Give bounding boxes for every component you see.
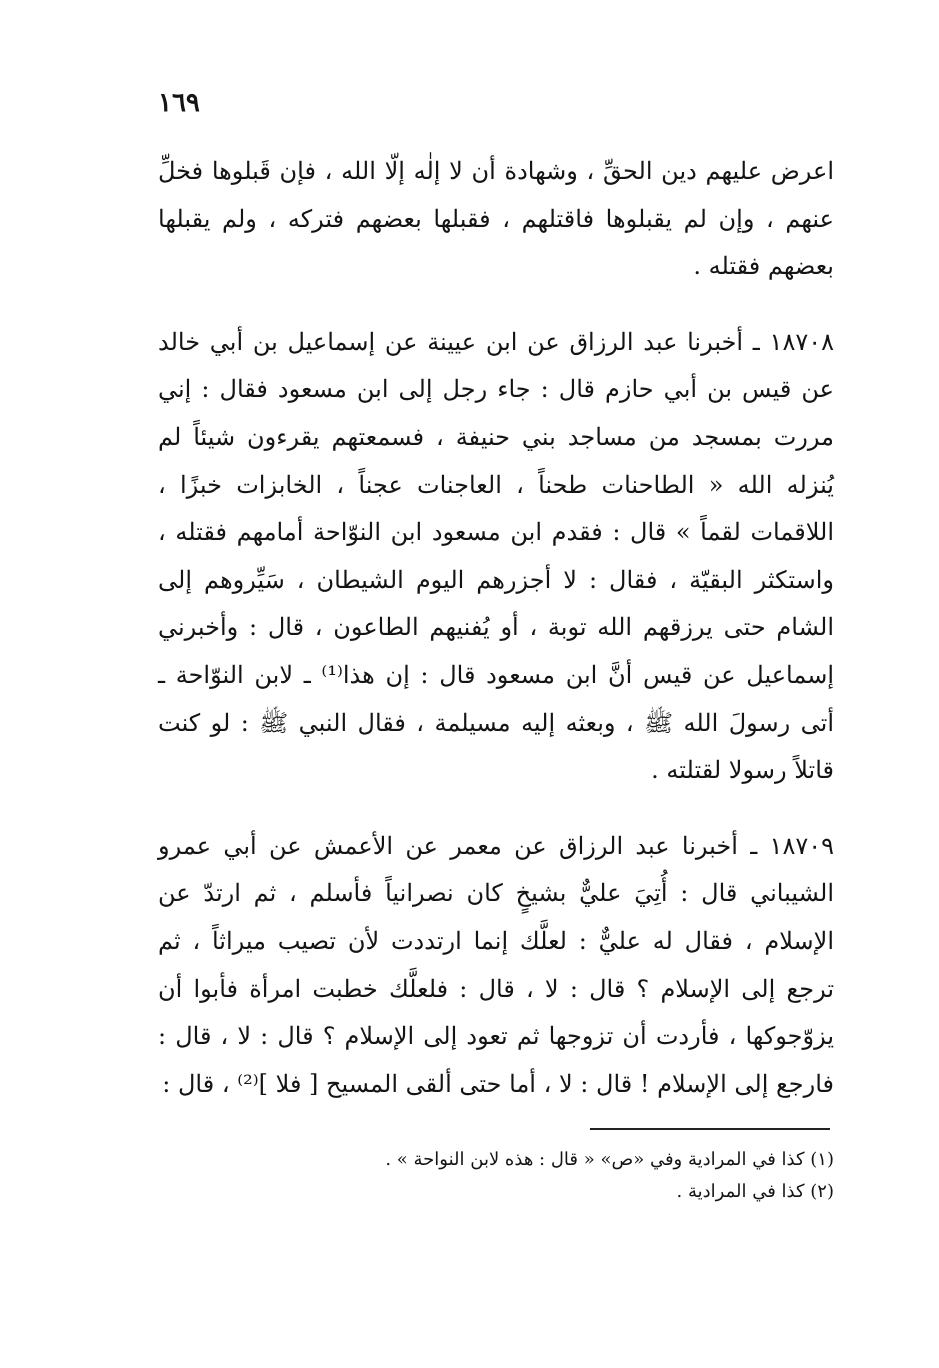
paragraph-continuation: اعرض عليهم دين الحقِّ ، وشهادة أن لا إلٰه إلّا الله ، فإن قَبلوها فخلِّ عنهم ، وإن لم يقبلوها فاقتلهم ، فقبلها بعضهم فتركه ، ولم يقبلها بعضهم فقتله . <box>158 157 834 281</box>
body-text <box>158 148 834 1108</box>
footnote-1: (١) كذا في المرادية وفي «ص» « قال : هذه لابن النواحة » . <box>385 1149 834 1170</box>
footnote-2: (٢) كذا في المرادية . <box>676 1181 834 1202</box>
footnotes <box>158 1144 834 1208</box>
paragraph-hadith-18708: ١٨٧٠٨ ـ أخبرنا عبد الرزاق عن ابن عيينة عن إسماعيل بن أبي خالد عن قيس بن أبي حازم قال : جاء رجل إلى ابن مسعود فقال : إني مررت بمسجد من مساجد بني حنيفة ، فسمعتهم يقرءون شيئاً لم يُنزله الله « الطاحنات طحناً ، العاجنات عجناً ، الخابزات خبزًا ، اللاقمات لقماً » قال : فقدم ابن مسعود ابن النوّاحة أمامهم فقتله ، واستكثر البقيّة ، فقال : لا أجزرهم اليوم الشيطان ، سَيِّروهم إلى الشام حتى يرزقهم الله توبة ، أو يُفنيهم الطاعون ، قال : وأخبرني إسماعيل عن قيس أنَّ ابن مسعود قال : إن هذا⁽¹⁾ ـ لابن النوّاحة ـ أتى رسولَ الله ﷺ ، وبعثه إليه مسيلمة ، فقال النبي ﷺ : لو كنت قاتلاً رسولا لقتلته . <box>158 327 834 785</box>
footnote-divider <box>590 1128 830 1130</box>
paragraph-hadith-18709: ١٨٧٠٩ ـ أخبرنا عبد الرزاق عن معمر عن الأعمش عن أبي عمرو الشيباني قال : أُتِيَ عليٌّ بشيخٍ كان نصرانياً فأسلم ، ثم ارتدّ عن الإسلام ، فقال له عليٌّ : لعلَّك إنما ارتددت لأن تصيب ميراثاً ، ثم ترجع إلى الإسلام ؟ قال : لا ، قال : فلعلَّك خطبت امرأة فأبوا أن يزوّجوكها ، فأردت أن تزوجها ثم تعود إلى الإسلام ؟ قال : لا ، قال : فارجع إلى الإسلام ! قال : لا ، أما حتى ألقى المسيح [ فلا ]⁽²⁾ ، قال : <box>158 831 834 1098</box>
page-number: ١٦٩ <box>158 88 200 118</box>
